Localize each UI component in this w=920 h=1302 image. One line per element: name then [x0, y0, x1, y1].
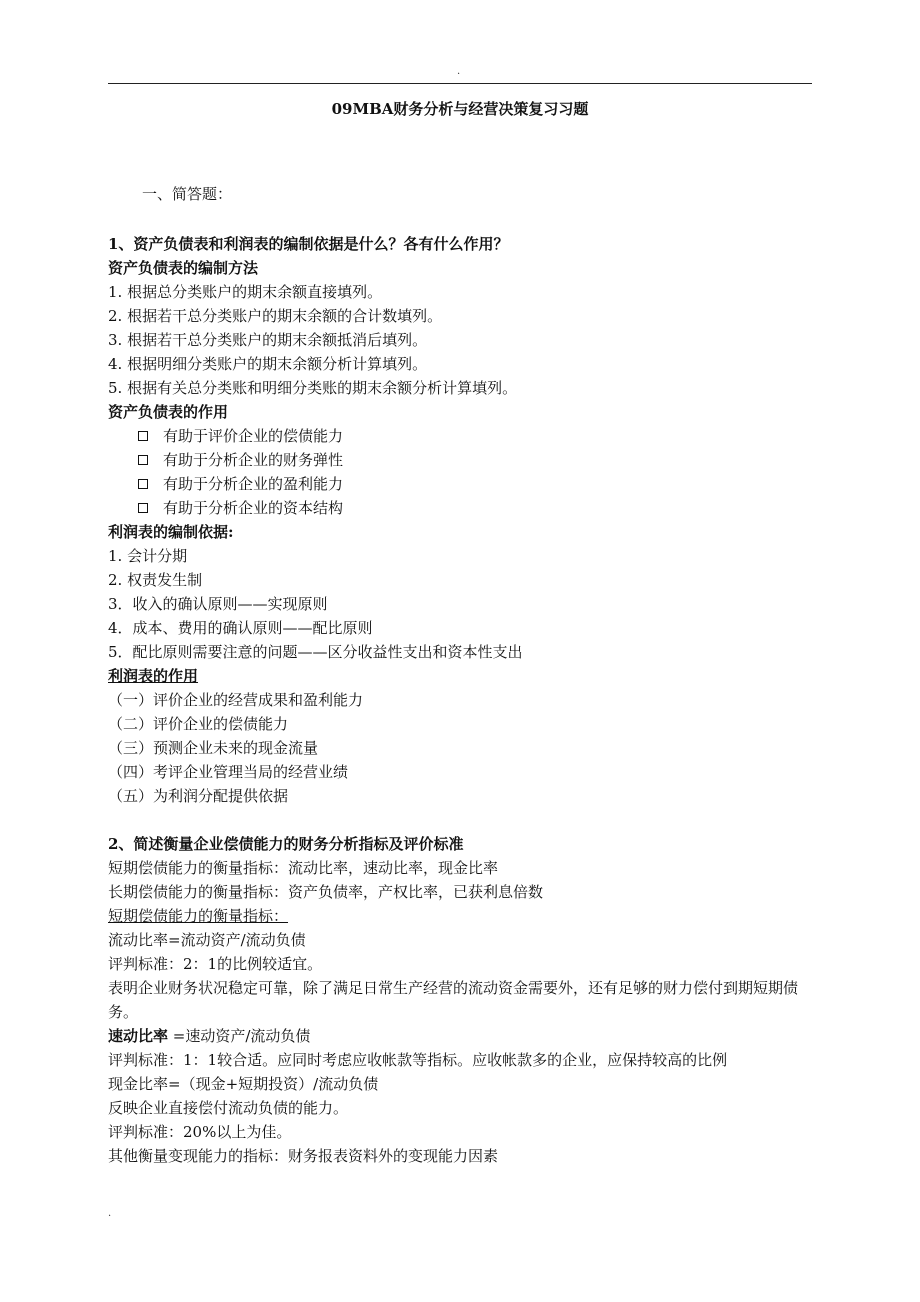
- cash-ratio-formula: 现金比率=（现金+短期投资）/流动负债: [108, 1075, 379, 1093]
- bs-role-text: 有助于分析企业的财务弹性: [163, 451, 344, 469]
- is-role-item: （二）评价企业的偿债能力: [108, 715, 289, 733]
- quick-ratio-formula: [108, 1024, 820, 1048]
- bs-role-text: 有助于分析企业的资本结构: [163, 499, 344, 517]
- short-indicators: 短期偿债能力的衡量指标：流动比率，速动比率，现金比率: [108, 859, 499, 877]
- current-ratio-standard: 评判标准：2：1的比例较适宜。: [108, 955, 323, 973]
- is-basis-heading: 利润表的编制依据:: [108, 523, 234, 541]
- is-basis-item: 3．收入的确认原则——实现原则: [108, 595, 328, 613]
- bs-method-heading: 资产负债表的编制方法: [108, 259, 259, 277]
- is-basis-item: 4．成本、费用的确认原则——配比原则: [108, 619, 373, 637]
- other-indicators: 其他衡量变现能力的指标：财务报表资料外的变现能力因素: [108, 1147, 499, 1165]
- quick-ratio-expression: =速动资产/流动负债: [168, 1027, 311, 1045]
- document-body: [108, 182, 820, 1168]
- current-ratio-formula: 流动比率=流动资产/流动负债: [108, 931, 306, 949]
- bs-role-heading: 资产负债表的作用: [108, 403, 229, 421]
- short-indicators-heading: 短期偿债能力的衡量指标：: [108, 907, 289, 925]
- bs-role-item: [108, 424, 820, 448]
- bs-role-item: [108, 496, 820, 520]
- is-role-item: （五）为利润分配提供依据: [108, 787, 289, 805]
- bs-role-item: [108, 472, 820, 496]
- quick-ratio-standard: 评判标准：1：1较合适。应同时考虑应收帐款等指标。应收帐款多的企业，应保持较高的比例: [108, 1051, 728, 1069]
- cash-ratio-note: 反映企业直接偿付流动负债的能力。: [108, 1099, 349, 1117]
- is-role-heading: 利润表的作用: [108, 667, 199, 685]
- section-heading: 一、简答题：: [142, 185, 233, 203]
- checkbox-bullet-icon: [138, 503, 148, 513]
- bs-method-item: 1. 根据总分类账户的期末余额直接填列。: [108, 283, 383, 301]
- is-role-item: （四）考评企业管理当局的经营业绩: [108, 763, 349, 781]
- cash-ratio-standard: 评判标准：20%以上为佳。: [108, 1123, 292, 1141]
- footer-mark: .: [108, 1208, 112, 1219]
- is-basis-item: 1. 会计分期: [108, 547, 188, 565]
- checkbox-bullet-icon: [138, 455, 148, 465]
- bs-method-item: 3. 根据若干总分类账户的期末余额抵消后填列。: [108, 331, 428, 349]
- checkbox-bullet-icon: [138, 431, 148, 441]
- bs-role-text: 有助于分析企业的盈利能力: [163, 475, 344, 493]
- question-1: 1、资产负债表和利润表的编制依据是什么？各有什么作用？: [108, 235, 509, 253]
- bs-method-item: 5. 根据有关总分类账和明细分类账的期末余额分析计算填列。: [108, 379, 518, 397]
- header-mark: .: [457, 66, 461, 77]
- is-role-item: （三）预测企业未来的现金流量: [108, 739, 319, 757]
- bs-role-text: 有助于评价企业的偿债能力: [163, 427, 344, 445]
- quick-ratio-label: 速动比率: [108, 1027, 169, 1045]
- long-indicators: 长期偿债能力的衡量指标：资产负债率，产权比率，已获利息倍数: [108, 883, 544, 901]
- document-title: 09MBA财务分析与经营决策复习习题: [331, 100, 589, 118]
- bs-method-item: 2. 根据若干总分类账户的期末余额的合计数填列。: [108, 307, 443, 325]
- current-ratio-note: 表明企业财务状况稳定可靠，除了满足日常生产经营的流动资金需要外，还有足够的财力偿付到期短期债务。: [108, 979, 799, 1021]
- is-basis-item: 5．配比原则需要注意的问题——区分收益性支出和资本性支出: [108, 643, 523, 661]
- is-basis-item: 2. 权责发生制: [108, 571, 203, 589]
- bs-role-item: [108, 448, 820, 472]
- question-2: 2、简述衡量企业偿债能力的财务分析指标及评价标准: [108, 835, 464, 853]
- header-rule: [108, 83, 812, 84]
- bs-method-item: 4. 根据明细分类账户的期末余额分析计算填列。: [108, 355, 428, 373]
- checkbox-bullet-icon: [138, 479, 148, 489]
- is-role-item: （一）评价企业的经营成果和盈利能力: [108, 691, 364, 709]
